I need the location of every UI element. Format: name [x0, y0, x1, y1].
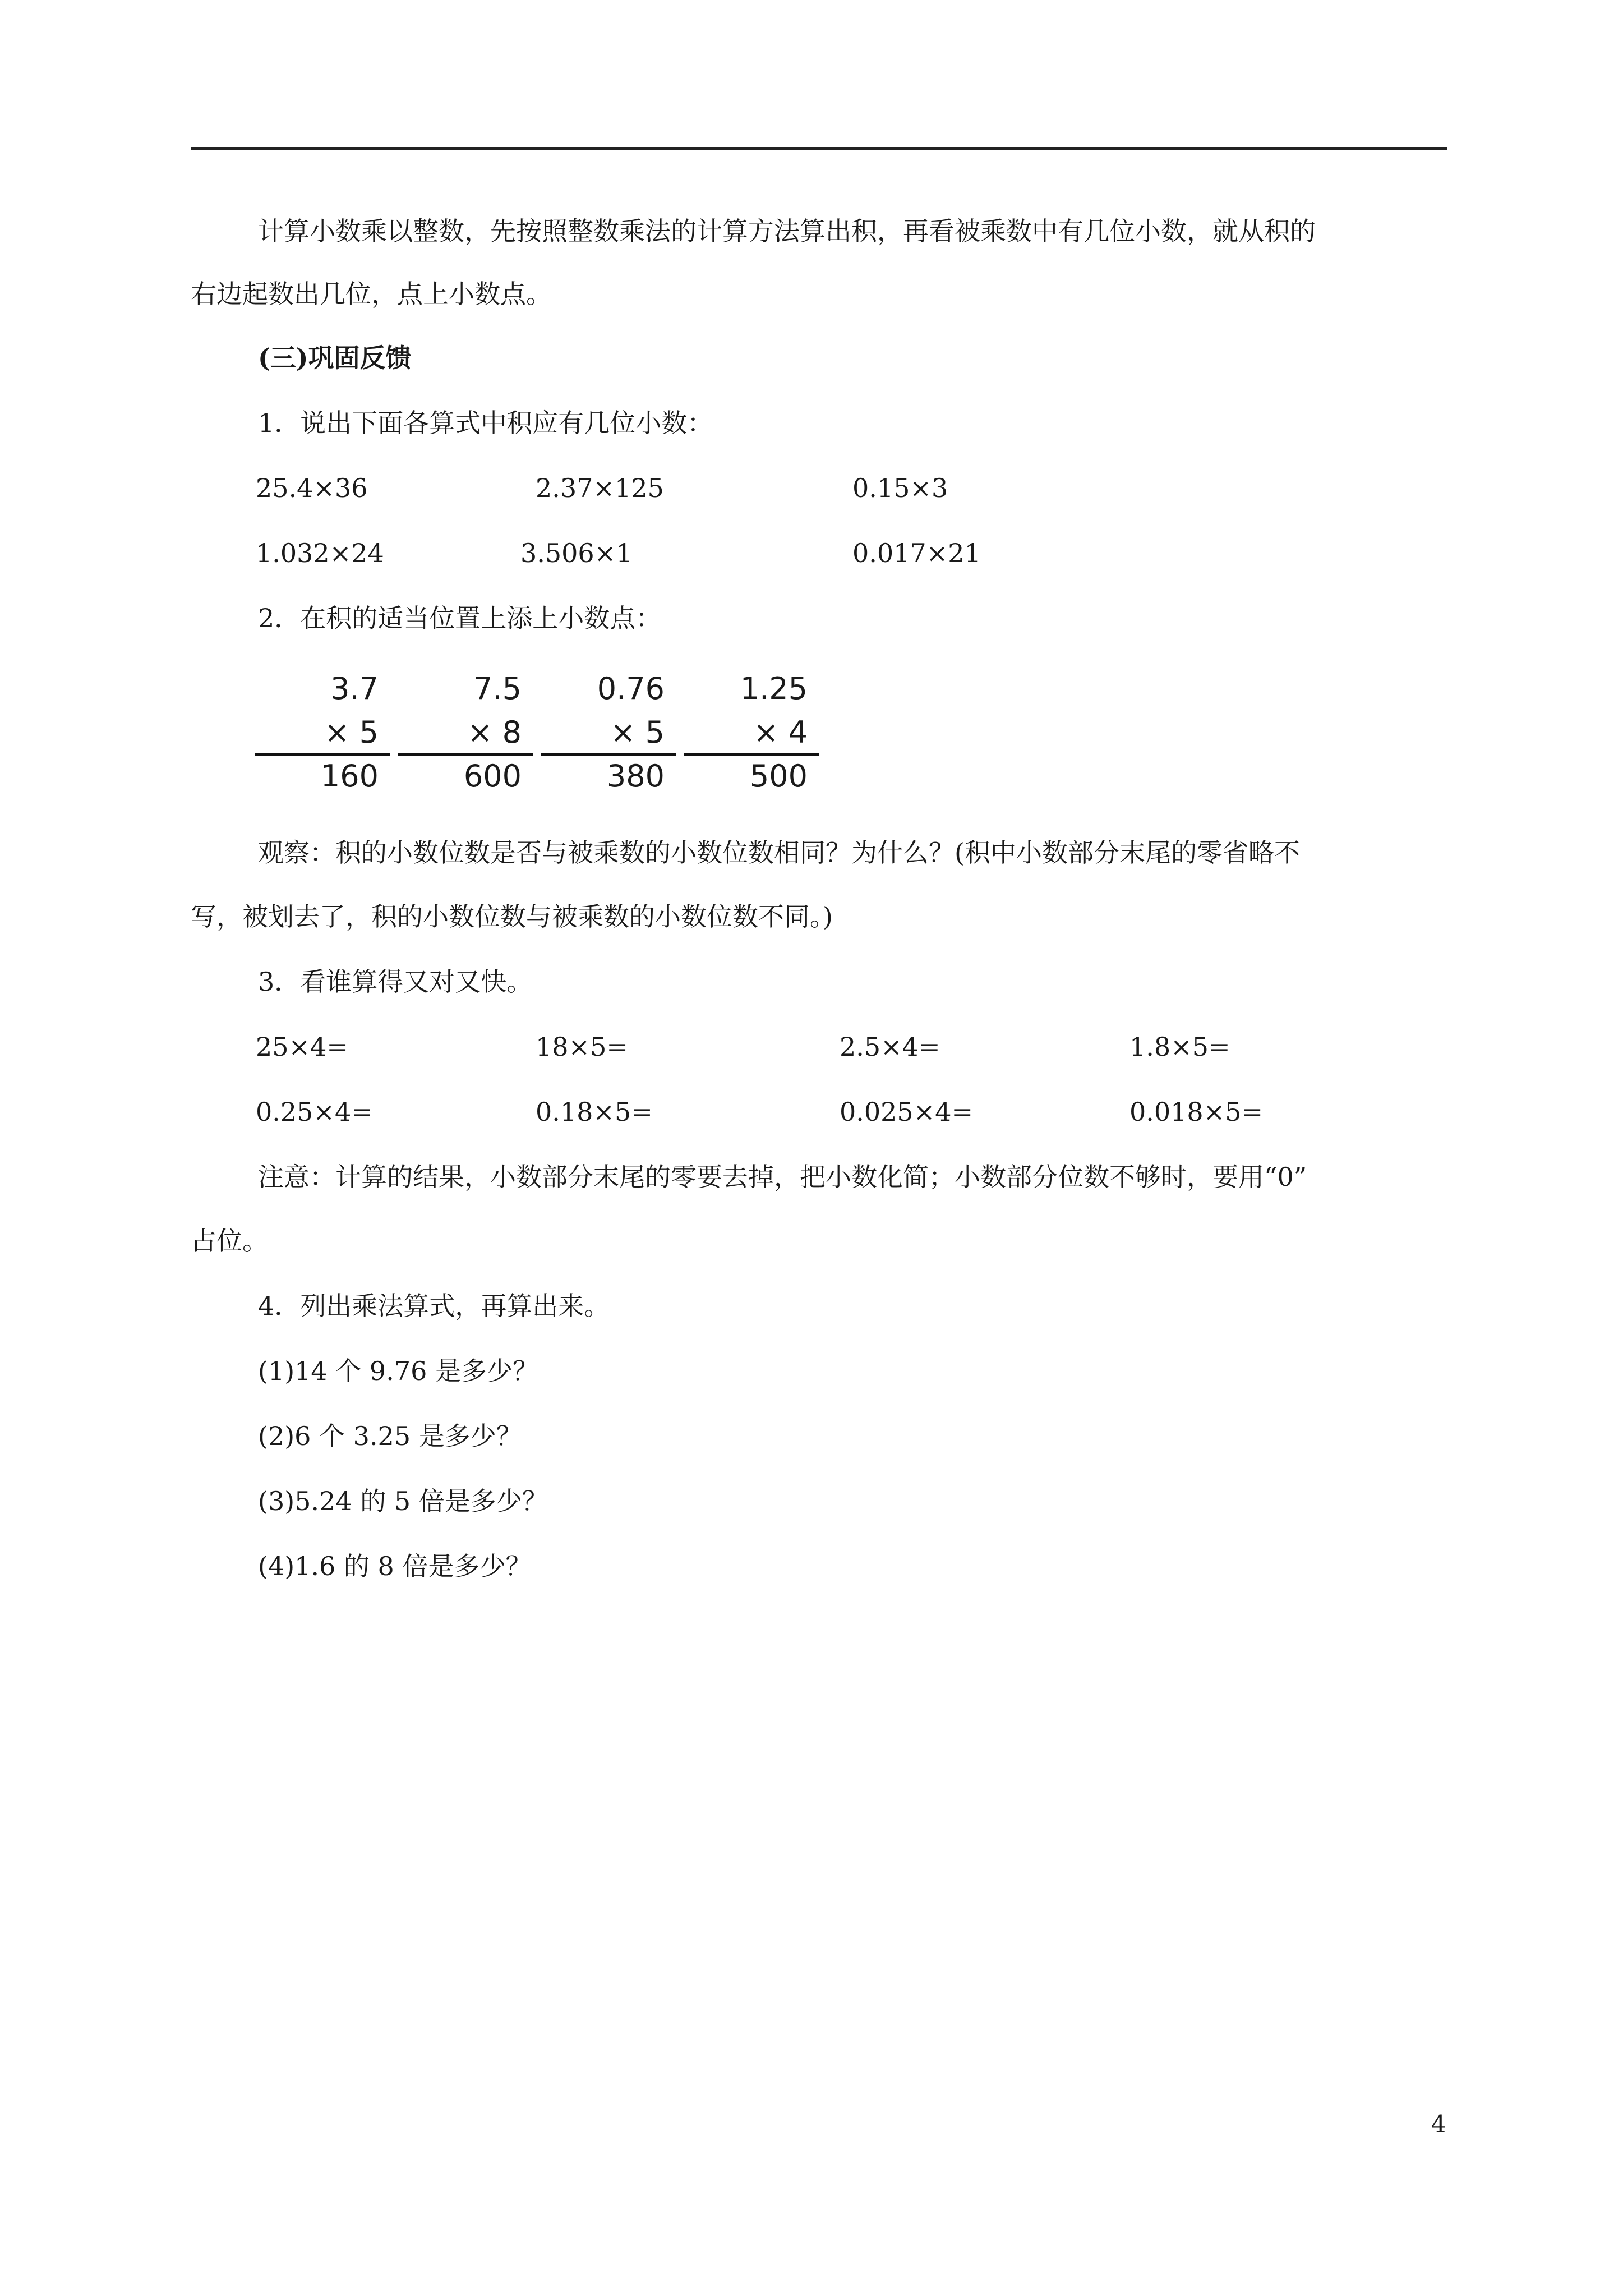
page-number: 4 — [1431, 2110, 1446, 2138]
q1-row1-item: 0.15×3 — [852, 473, 948, 503]
q1-title: 1．说出下面各算式中积应有几位小数： — [258, 408, 713, 438]
product: 380 — [606, 758, 665, 794]
q4-item: (2)6 个 3.25 是多少？ — [258, 1421, 522, 1451]
q4-title: 4．列出乘法算式，再算出来。 — [258, 1291, 610, 1321]
product: 160 — [320, 758, 379, 794]
q2-title: 2．在积的适当位置上添上小数点： — [258, 603, 662, 633]
q3-row2-item: 0.025×4= — [840, 1097, 974, 1127]
result-line — [398, 753, 533, 756]
q3-row1-item: 18×5= — [536, 1032, 628, 1062]
note-line-2: 占位。 — [191, 1226, 268, 1256]
vertical-problem-1 — [250, 670, 395, 799]
section-heading: (三)巩固反馈 — [258, 343, 412, 373]
multiplicand: 7.5 — [473, 671, 522, 706]
observe-line-2: 写，被划去了，积的小数位数与被乘数的小数位数不同。) — [191, 901, 833, 932]
intro-line-1: 计算小数乘以整数，先按照整数乘法的计算方法算出积，再看被乘数中有几位小数，就从积的 — [258, 216, 1316, 246]
header-rule — [191, 147, 1447, 150]
intro-line-2: 右边起数出几位，点上小数点。 — [191, 279, 552, 309]
multiplicand: 0.76 — [597, 671, 665, 706]
multiplier: × 5 — [324, 715, 379, 750]
multiplicand: 1.25 — [740, 671, 808, 706]
q1-row1-item: 25.4×36 — [256, 473, 368, 503]
multiplier: × 8 — [467, 715, 522, 750]
product: 500 — [749, 758, 808, 794]
q4-item: (4)1.6 的 8 倍是多少？ — [258, 1551, 532, 1581]
q4-item: (3)5.24 的 5 倍是多少？ — [258, 1486, 548, 1516]
q4-item: (1)14 个 9.76 是多少？ — [258, 1356, 538, 1386]
vertical-problem-4 — [679, 670, 824, 799]
q3-row1-item: 1.8×5= — [1129, 1032, 1230, 1062]
multiplier: × 5 — [610, 715, 665, 750]
note-line-1: 注意：计算的结果，小数部分末尾的零要去掉，把小数化简；小数部分位数不够时，要用“0” — [258, 1162, 1307, 1192]
product: 600 — [463, 758, 522, 794]
vertical-problem-2 — [393, 670, 538, 799]
q3-row2-item: 0.25×4= — [256, 1097, 373, 1127]
q1-row2-item: 3.506×1 — [520, 538, 633, 568]
result-line — [255, 753, 390, 756]
q3-row1-item: 25×4= — [256, 1032, 348, 1062]
result-line — [684, 753, 819, 756]
observe-line-1: 观察：积的小数位数是否与被乘数的小数位数相同？为什么？(积中小数部分末尾的零省略不 — [258, 838, 1300, 868]
q3-row2-item: 0.018×5= — [1129, 1097, 1264, 1127]
q3-row2-item: 0.18×5= — [536, 1097, 653, 1127]
q1-row2-item: 0.017×21 — [852, 538, 981, 568]
vertical-problem-3 — [536, 670, 681, 799]
result-line — [541, 753, 676, 756]
multiplier: × 4 — [753, 715, 808, 750]
q3-row1-item: 2.5×4= — [840, 1032, 940, 1062]
q1-row2-item: 1.032×24 — [256, 538, 384, 568]
q3-title: 3．看谁算得又对又快。 — [258, 967, 533, 997]
multiplicand: 3.7 — [330, 671, 379, 706]
q1-row1-item: 2.37×125 — [536, 473, 664, 503]
